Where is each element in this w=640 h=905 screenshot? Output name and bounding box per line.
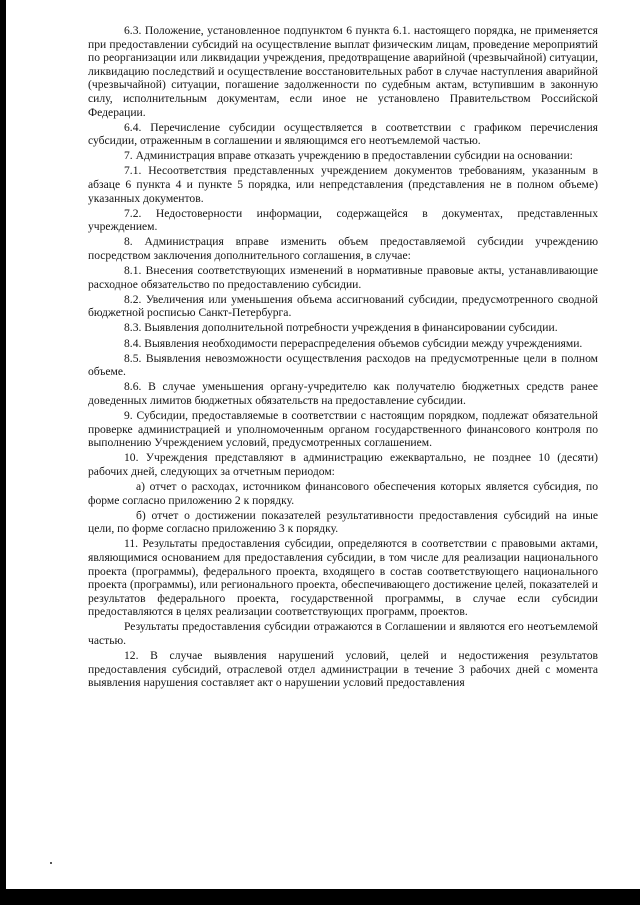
paragraph-8-4: 8.4. Выявления необходимости перераспределения объемов субсидии между учреждениями.: [124, 336, 583, 350]
scan-border-left: [0, 0, 6, 905]
document-body: [88, 24, 598, 690]
paragraph-6-4: 6.4. Перечисление субсидии осуществляется в соответствии с графиком перечисления субсидии, отраженным в соглашении и являющимся его неотъемлемой частью.: [88, 120, 598, 148]
paragraph-11: 11. Результаты предоставления субсидии, определяются в соответствии с правовыми актами, являющимися основанием для предоставления субсидии, в том числе для реализации национального проекта (программы), федерального проекта, входящего в состав соответствующего национального проекта (программы), или регионального проекта, обеспечивающего достижение целей, показателей и результатов федерального проекта, государственной программы, в случае если субсидии предоставляются в целях реализации соответствующих программ, проектов.: [88, 537, 598, 619]
paragraph-10-a: а) отчет о расходах, источником финансового обеспечения которых является субсидия, по форме согласно приложению 2 к порядку.: [88, 480, 598, 507]
paragraph-8-2: 8.2. Увеличения или уменьшения объема ассигнований субсидии, предусмотренного сводной бюджетной росписью Санкт-Петербурга.: [88, 292, 598, 320]
paragraph-8-3: 8.3. Выявления дополнительной потребности учреждения в финансировании субсидии.: [124, 321, 558, 335]
paragraph-7-1: 7.1. Несоответствия представленных учреждением документов требованиям, указанным в абзаце 6 пункта 4 и пункте 5 порядка, или непредставления (представления не в полном объеме) указанных документов.: [88, 164, 598, 205]
paragraph-7: 7. Администрация вправе отказать учреждению в предоставлении субсидии на основании:: [124, 149, 573, 163]
paragraph-12: 12. В случае выявления нарушений условий, целей и недостижения результатов предоставления субсидий, отраслевой отдел администрации в течение 3 рабочих дней с момента выявления нарушения составляет акт о нарушении условий предоставления: [88, 649, 598, 690]
paragraph-8-5: 8.5. Выявления невозможности осуществления расходов на предусмотренные цели в полном объеме.: [88, 351, 598, 379]
paragraph-6-3: 6.3. Положение, установленное подпунктом 6 пункта 6.1. настоящего порядка, не применяется при предоставлении субсидий на осуществление выплат физическим лицам, проведение мероприятий по реорганизации или ликвидации учреждения, предотвращение аварийной (чрезвычайной) ситуации, ликвидацию последствий и осуществление восстановительных работ в случае наступления аварийной (чрезвычайной) ситуации, погашение задолженности по судебным актам, вступившим в законную силу, исполнительным документам, если иное не установлено Правительством Российской Федерации.: [88, 24, 598, 119]
paragraph-10: 10. Учреждения представляют в администрацию ежеквартально, не позднее 10 (десяти) рабочих дней, следующих за отчетным периодом:: [88, 451, 598, 478]
paragraph-8-6: 8.6. В случае уменьшения органу-учредителю как получателю бюджетных средств ранее доведенных лимитов бюджетных обязательств на предоставление субсидии.: [88, 380, 598, 407]
paragraph-11-results: Результаты предоставления субсидии отражаются в Соглашении и являются его неотъемлемой частью.: [88, 620, 598, 648]
paragraph-10-b: б) отчет о достижении показателей результативности предоставления субсидий на иные цели, по форме согласно приложению 3 к порядку.: [88, 508, 598, 536]
paragraph-7-2: 7.2. Недостоверности информации, содержащейся в документах, представленных учреждением.: [88, 206, 598, 234]
paragraph-8: 8. Администрация вправе изменить объем предоставляемой субсидии учреждению посредством заключения дополнительного соглашения, в случае:: [88, 235, 598, 262]
paragraph-8-1: 8.1. Внесения соответствующих изменений в нормативные правовые акты, устанавливающие расходное обязательство по предоставлению субсидии.: [88, 264, 598, 291]
paragraph-9: 9. Субсидии, предоставляемые в соответствии с настоящим порядком, подлежат обязательной проверке администрацией и уполномоченным органом государственного финансового контроля по выполнению Учреждением условий, предусмотренных соглашением.: [88, 409, 598, 450]
scan-speck: [50, 862, 52, 864]
scan-border-bottom: [0, 889, 640, 905]
